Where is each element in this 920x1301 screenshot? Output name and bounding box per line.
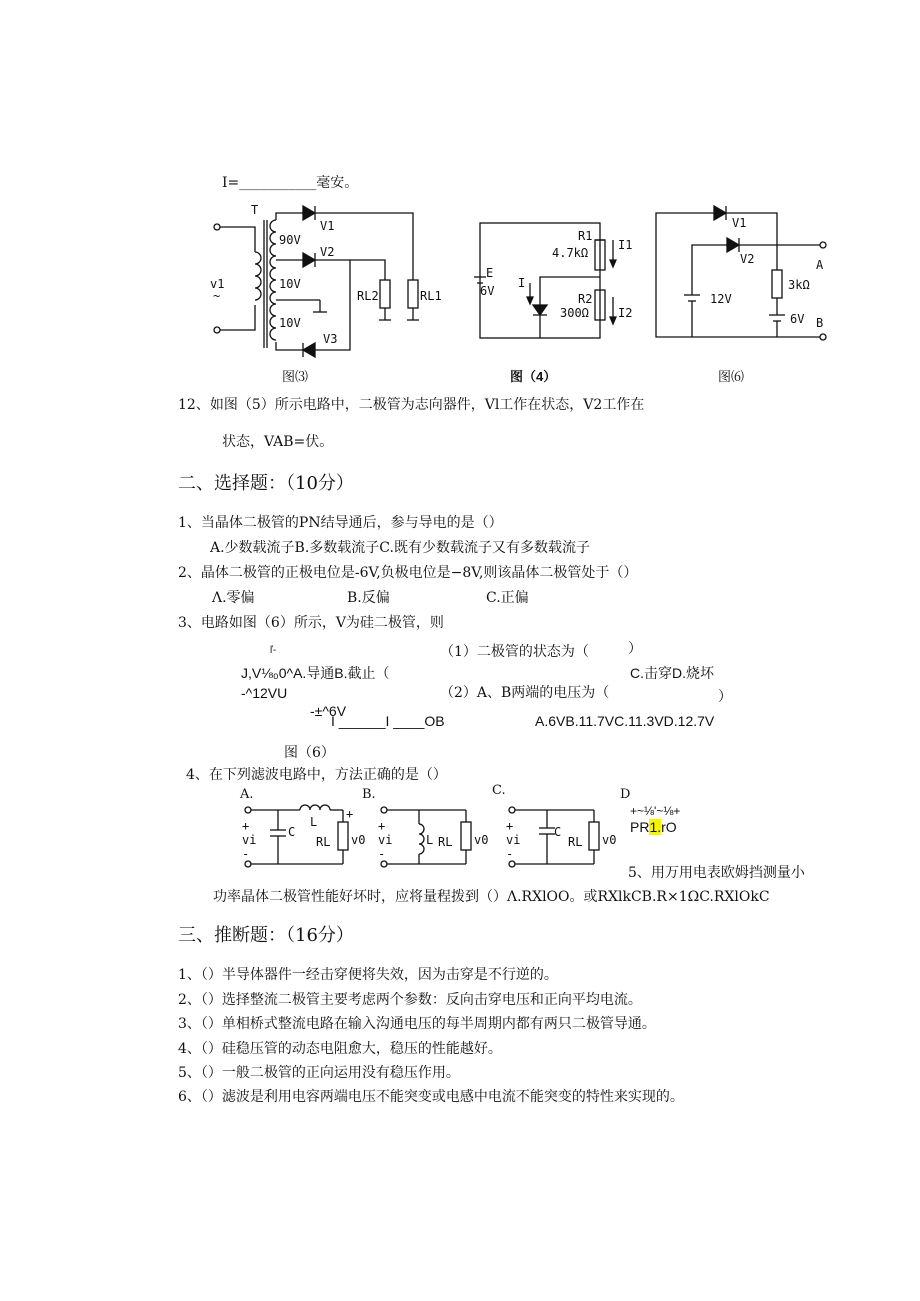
svg-text:A: A (816, 258, 824, 272)
q3-tiny-mark: ľ- (270, 645, 277, 656)
question-12-line1: 12、如图（5）所示电路中，二极管为志向器件，Vl工作在状态，V2工作在 (178, 397, 645, 413)
s3-item-6: 6、（）滤波是利用电容两端电压不能突变或电感中电流不能突变的特性来实现的。 (178, 1089, 684, 1105)
svg-text:T: T (251, 203, 259, 217)
filter-d-prefix: PR (630, 819, 650, 835)
filter-circuit-c (502, 800, 622, 872)
filter-circuit-a (238, 800, 366, 872)
svg-text:6V: 6V (790, 312, 805, 326)
s3-item-2: 2、（）选择整流二极管主要考虑两个参数：反向击穿电压和正向平均电流。 (178, 992, 642, 1008)
svg-text:300Ω: 300Ω (560, 306, 589, 320)
svg-text:B: B (816, 316, 824, 330)
svg-text:V1: V1 (732, 216, 747, 230)
svg-text:R1: R1 (578, 229, 593, 243)
q3-row3: -±^6V (310, 703, 347, 719)
q3-row1: J,V⅛₀0^A.导通B.截止（ (241, 665, 390, 681)
figure-3-circuit (205, 200, 460, 370)
svg-text:3kΩ: 3kΩ (788, 278, 810, 292)
answer-blank-current: I=___________毫安。 (222, 175, 359, 191)
figure-6-circuit (652, 205, 832, 345)
q3-sub2: （2）A、B两端的电压为（ (440, 685, 610, 701)
svg-text:+: + (378, 819, 386, 833)
figure-6-caption: 图⑹ (718, 369, 745, 384)
q3-row4: I ______I ____OB (331, 713, 445, 729)
section-3-title: 三、推断题：（16分） (178, 925, 354, 946)
filter-d-line1: +~⅛'~⅛+ (630, 804, 681, 818)
svg-text:E: E (486, 266, 494, 280)
svg-text:I1: I1 (618, 238, 633, 252)
svg-text:4.7kΩ: 4.7kΩ (552, 246, 589, 260)
svg-text:6V: 6V (480, 284, 495, 298)
svg-text:-: - (378, 847, 386, 861)
svg-text:12V: 12V (710, 292, 732, 306)
q3-sub1: （1）二极管的状态为（ (440, 644, 589, 660)
svg-text:vi: vi (242, 833, 257, 847)
svg-text:R2: R2 (578, 292, 593, 306)
filter-a-label: A. (240, 787, 254, 802)
svg-text:v0: v0 (474, 833, 489, 847)
svg-text:+: + (242, 819, 250, 833)
svg-text:I2: I2 (618, 306, 633, 320)
s3-item-1: 1、（）半导体器件一经击穿便将失效，因为击穿是不行逆的。 (178, 967, 558, 983)
filter-d-line2 (630, 818, 677, 836)
svg-text:90V: 90V (279, 233, 301, 247)
q3-sub2-paren: ） (718, 689, 732, 705)
svg-text:v1: v1 (210, 277, 225, 291)
svg-text:RL: RL (316, 835, 331, 849)
svg-text:V2: V2 (740, 252, 755, 266)
svg-text:V1: V1 (320, 219, 335, 233)
section-2-title: 二、选择题：（10分） (178, 473, 354, 494)
s2-question-1-options: A.少数载流子B.多数载流子C.既有少数载流子又有多数载流子 (210, 540, 590, 556)
svg-text:vi: vi (506, 833, 521, 847)
svg-text:-: - (506, 847, 514, 861)
s3-item-4: 4、（）硅稳压管的动态电阻愈大，稳压的性能越好。 (178, 1041, 502, 1057)
filter-c-label: C. (492, 783, 506, 798)
s2-question-2-option-b: B.反偏 (347, 590, 390, 606)
s2-question-4: 4、在下列滤波电路中，方法正确的是（） (186, 767, 447, 783)
filter-d-highlight: 1. (649, 819, 662, 835)
s3-item-5: 5、（）一般二极管的正向运用没有稳压作用。 (178, 1065, 460, 1081)
figure-3-caption: 图⑶ (282, 369, 309, 384)
figure-4-caption: 图（4） (510, 369, 557, 384)
s2-question-3: 3、电路如图（6）所示，V为硅二极管，则 (178, 615, 444, 631)
svg-text:C: C (554, 825, 562, 839)
s3-item-3: 3、（）单相桥式整流电路在输入沟通电压的每半周期内都有两只二极管导通。 (178, 1016, 656, 1032)
q3-sub1-paren: ） (628, 641, 642, 657)
svg-text:L: L (310, 815, 318, 829)
q3-row1-options: C.击穿D.烧坏 (630, 665, 714, 681)
s2-question-2: 2、晶体二极管的正极电位是-6V,负极电位是−8V,则该晶体二极管处于（） (178, 565, 638, 581)
s2-question-1: 1、当晶体二极管的PN结导通后，参与导电的是（） (178, 515, 503, 531)
s2-question-2-option-a: Λ.零偏 (212, 590, 255, 606)
svg-text:vi: vi (378, 833, 393, 847)
svg-text:RL: RL (438, 835, 453, 849)
svg-text:RL2: RL2 (357, 289, 379, 303)
svg-text:10V: 10V (279, 316, 301, 330)
svg-text:V3: V3 (323, 332, 338, 346)
filter-circuit-b (374, 800, 494, 872)
svg-text:I: I (518, 276, 526, 290)
svg-text:v0: v0 (602, 833, 617, 847)
svg-text:C: C (288, 825, 296, 839)
q3-figure-caption: 图（6） (284, 745, 335, 761)
svg-text:RL: RL (568, 835, 583, 849)
svg-text:+: + (346, 807, 354, 821)
q3-row2: -^12VU (241, 685, 288, 701)
svg-text:-: - (242, 847, 250, 861)
filter-b-label: B. (362, 787, 376, 802)
figure-4-circuit (470, 215, 633, 340)
svg-text:~: ~ (213, 289, 221, 303)
svg-text:v0: v0 (351, 833, 366, 847)
svg-text:V2: V2 (320, 245, 335, 259)
filter-d-suffix: rO (661, 819, 677, 835)
s2-question-5-line2: 功率晶体二极管性能好坏时，应将量程拨到（）Λ.RXlOO。或RXlkCB.R×1ΩC.RXlOkC (213, 889, 770, 905)
filter-d-label: D (620, 787, 631, 802)
svg-text:RL1: RL1 (420, 289, 442, 303)
svg-text:L: L (426, 833, 434, 847)
svg-text:10V: 10V (279, 277, 301, 291)
s2-question-5-line1: 5、用万用电表欧姆挡测量小 (628, 865, 805, 881)
svg-text:+: + (506, 819, 514, 833)
question-12-line2: 状态，VAB=伏。 (222, 434, 334, 450)
s2-question-2-option-c: C.正偏 (486, 590, 529, 606)
q3-options-2: A.6VB.11.7VC.11.3VD.12.7V (535, 713, 715, 729)
